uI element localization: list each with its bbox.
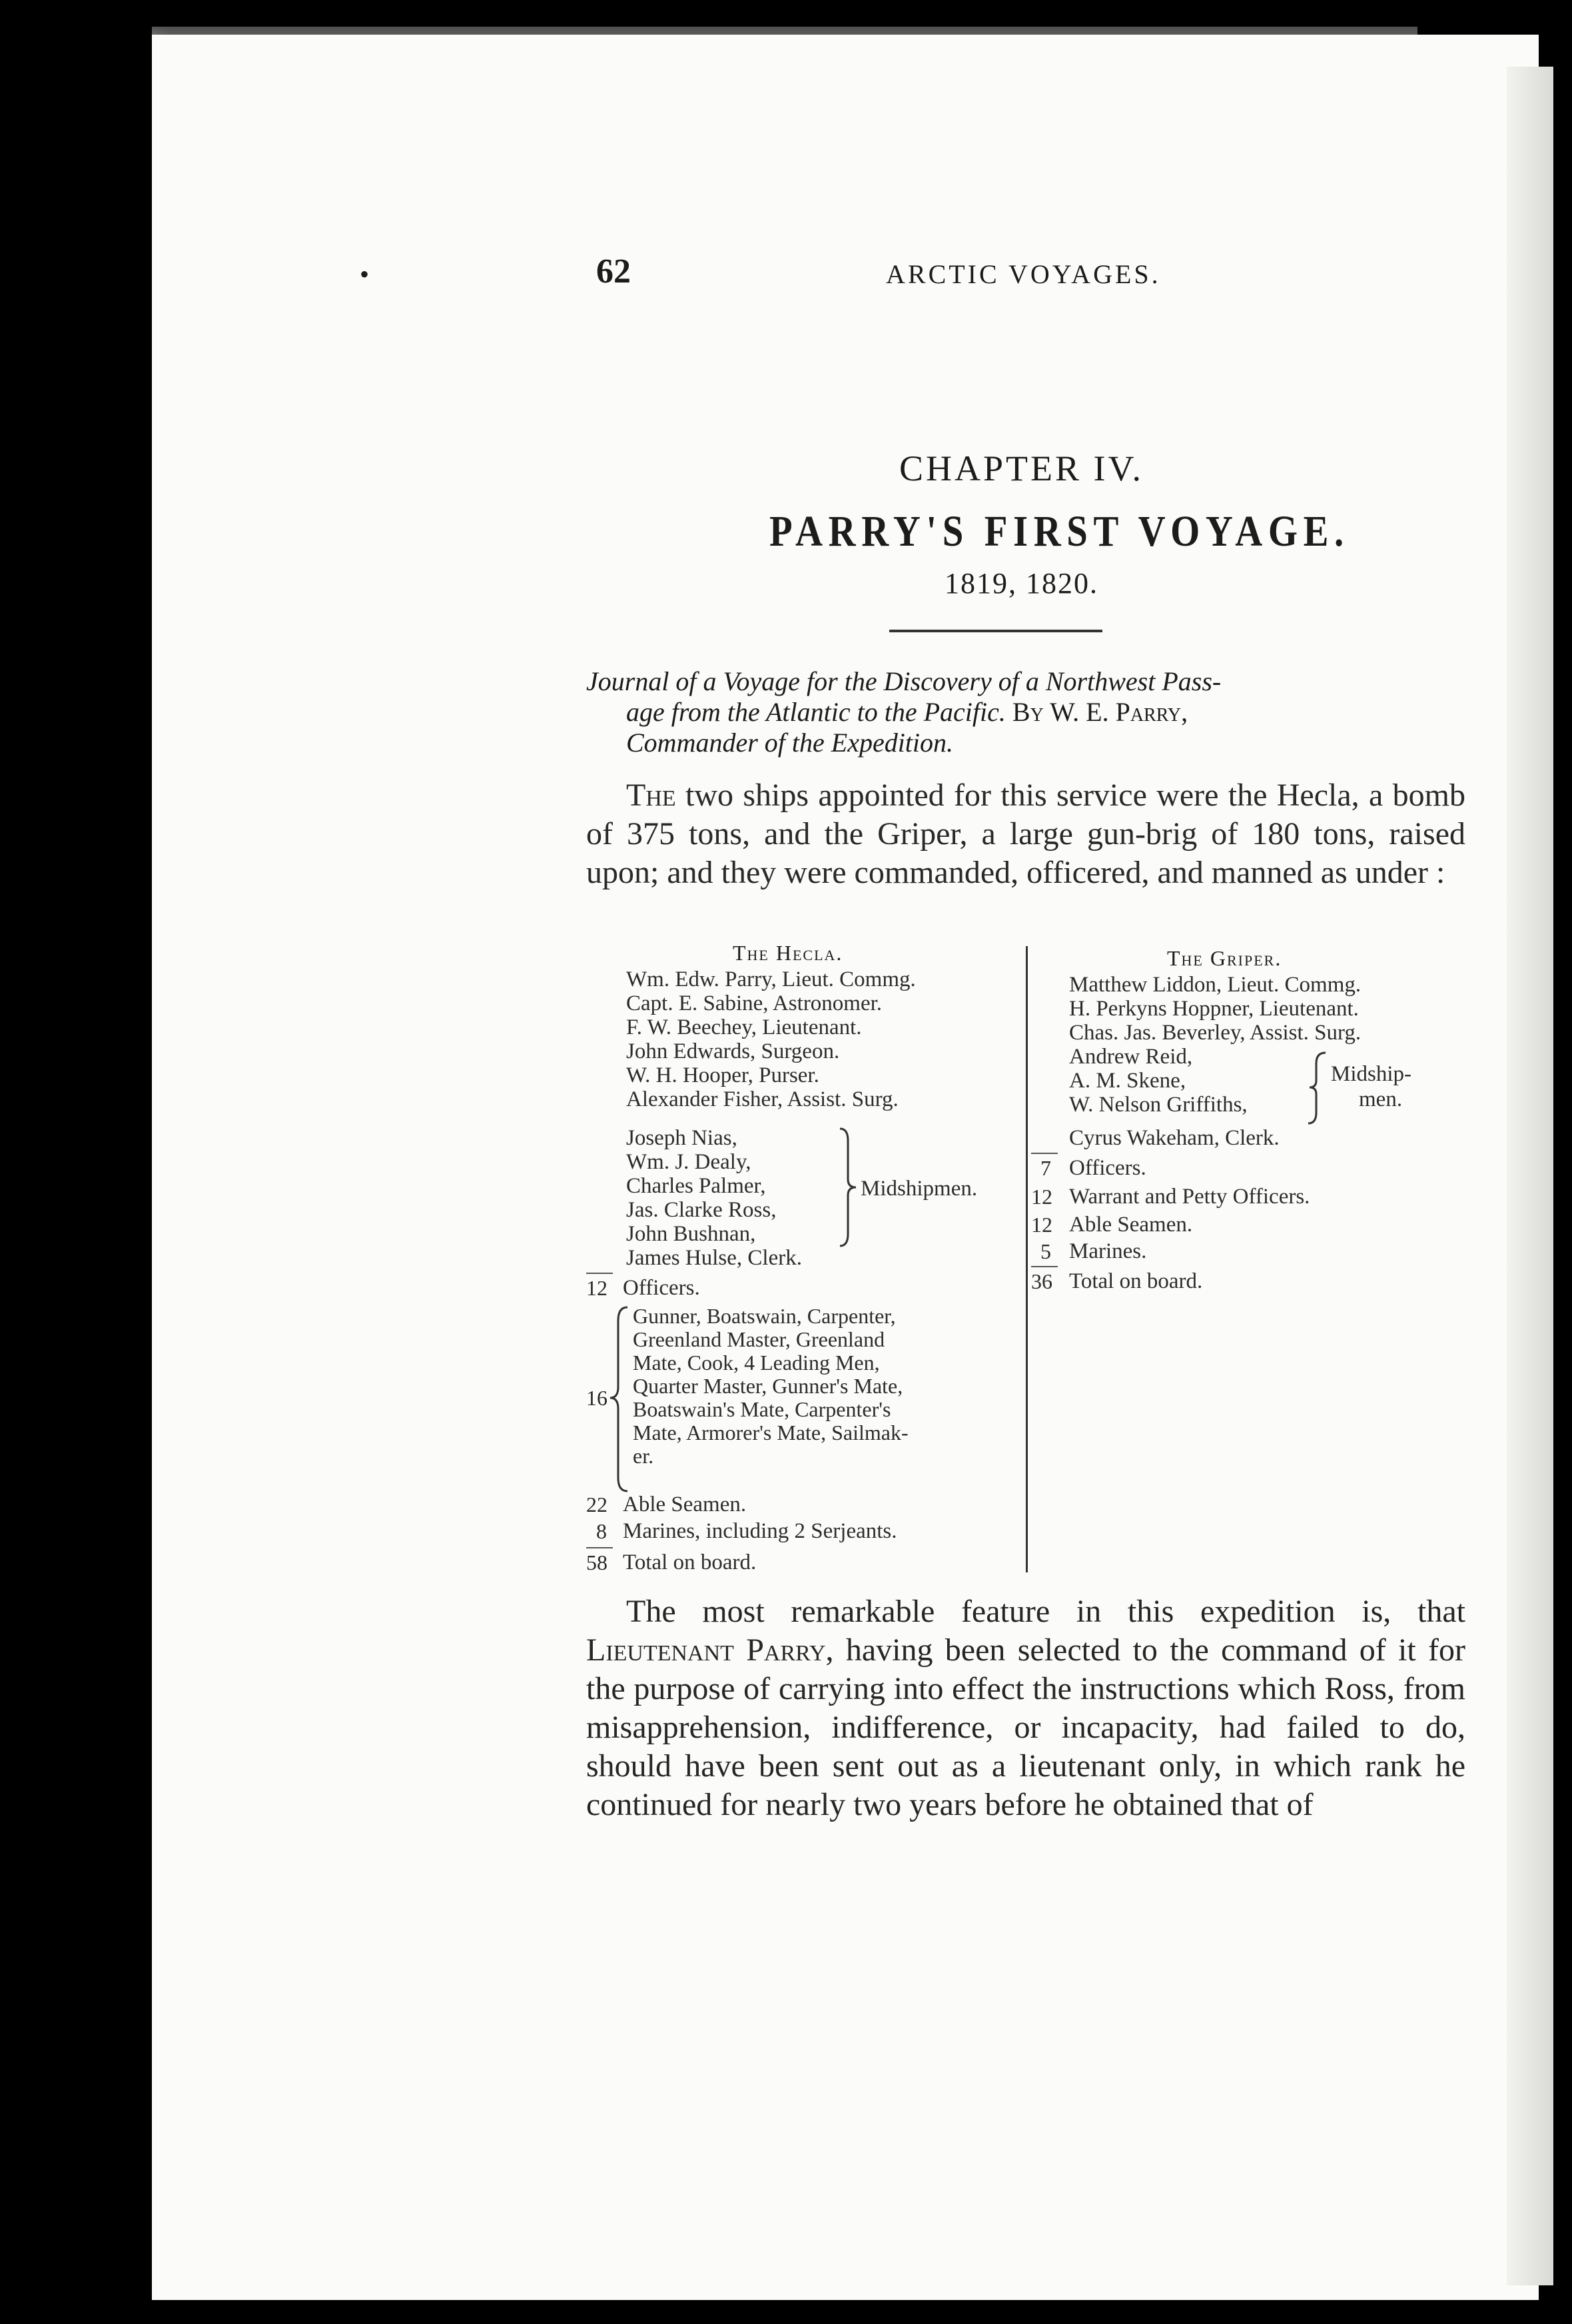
intro-lead: The — [626, 778, 676, 813]
hecla-midshipman: Wm. J. Dealy, — [626, 1150, 751, 1174]
hecla-marines-label: Marines, including 2 Serjeants. — [623, 1519, 897, 1543]
chapter-years: 1819, 1820. — [945, 567, 1098, 600]
griper-midshipman: W. Nelson Griffiths, — [1069, 1093, 1248, 1117]
hecla-heading: The Hecla. — [733, 941, 843, 965]
hecla-petty-line: er. — [633, 1444, 654, 1468]
hecla-petty-line: Quarter Master, Gunner's Mate, — [633, 1374, 903, 1398]
griper-marines-label: Marines. — [1069, 1239, 1147, 1263]
hecla-total-label: Total on board. — [623, 1550, 757, 1574]
hecla-marines-count: 8 — [596, 1519, 607, 1543]
griper-midshipmen-label-2: men. — [1359, 1087, 1403, 1111]
griper-total-rule — [1031, 1266, 1058, 1267]
body-name: Lieutenant Parry — [586, 1632, 826, 1668]
hecla-petty-line: Boatswain's Mate, Carpenter's — [633, 1397, 891, 1421]
hecla-midshipmen-label: Midshipmen. — [861, 1177, 978, 1201]
hecla-officers — [626, 967, 916, 1111]
griper-officers — [1069, 973, 1361, 1045]
hecla-midshipmen-list — [626, 1126, 777, 1246]
chapter-title: PARRY'S FIRST VOYAGE. — [769, 507, 1350, 556]
hecla-midshipman: Charles Palmer, — [626, 1174, 766, 1198]
griper-marines-count: 5 — [1040, 1239, 1051, 1263]
margin-bullet: • — [360, 259, 370, 289]
hecla-officers-count: 12 — [586, 1276, 607, 1300]
hecla-rule — [586, 1273, 613, 1274]
page-number: 62 — [596, 253, 631, 290]
journal-line-2 — [586, 697, 1465, 728]
griper-midshipman: A. M. Skene, — [1069, 1069, 1186, 1093]
body-lead: The most remarkable feature in this expedition is, that — [626, 1594, 1465, 1629]
griper-midshipman: Andrew Reid, — [1069, 1045, 1193, 1069]
journal-line-1: Journal of a Voyage for the Discovery of a Northwest Pass- — [586, 666, 1222, 696]
hecla-seamen-count: 22 — [586, 1492, 607, 1516]
journal-line-2-italic: age from the Atlantic to the Pacific. — [626, 697, 1006, 727]
column-divider — [1026, 946, 1028, 1572]
griper-heading: The Griper. — [1167, 946, 1282, 970]
intro-text: two ships appointed for this service were the Hecla, a bomb of 375 tons, and the Griper, a large gun-brig of 180 tons, raised upon; and they were commanded, officered, and manned as under : — [586, 778, 1465, 890]
hecla-midshipmen-brace — [836, 1127, 863, 1247]
griper-officers-count: 7 — [1040, 1156, 1051, 1180]
hecla-midshipman: Jas. Clarke Ross, — [626, 1198, 777, 1222]
hecla-officer: F. W. Beechey, Lieutenant. — [626, 1015, 862, 1039]
hecla-petty-brace — [607, 1306, 631, 1492]
hecla-petty-line: Greenland Master, Greenland — [633, 1327, 885, 1351]
journal-line-3: Commander of the Expedition. — [626, 728, 954, 758]
griper-seamen-label: Able Seamen. — [1069, 1213, 1193, 1237]
hecla-total-count: 58 — [586, 1550, 607, 1574]
hecla-seamen-label: Able Seamen. — [623, 1492, 747, 1516]
hecla-midshipman: John Bushnan, — [626, 1222, 756, 1246]
next-page-edge — [1507, 67, 1553, 2285]
hecla-total-rule — [586, 1547, 613, 1548]
griper-total-label: Total on board. — [1069, 1269, 1203, 1293]
griper-officer: H. Perkyns Hoppner, Lieutenant. — [1069, 997, 1359, 1021]
griper-officer: Chas. Jas. Beverley, Assist. Surg. — [1069, 1021, 1362, 1045]
hecla-petty-line: Mate, Armorer's Mate, Sailmak- — [633, 1421, 909, 1445]
hecla-officers-label: Officers. — [623, 1276, 700, 1300]
hecla-petty-line: Gunner, Boatswain, Carpenter, — [633, 1304, 896, 1328]
griper-midshipmen-label-1: Midship- — [1331, 1062, 1412, 1086]
hecla-officer: W. H. Hooper, Purser. — [626, 1063, 819, 1087]
griper-officers-label: Officers. — [1069, 1156, 1146, 1180]
body-text: , having been selected to the command of it for the purpose of carrying into effect the instructions which Ross, from misapprehension, indifference, or incapacity, had failed to do, should have been sent out as a lieutenant only, in which rank he continued for nearly two years before he obtained that of — [586, 1632, 1466, 1822]
hecla-officer: Alexander Fisher, Assist. Surg. — [626, 1087, 899, 1111]
running-head: ARCTIC VOYAGES. — [886, 259, 1161, 289]
chapter-label: CHAPTER IV. — [899, 448, 1144, 488]
hecla-officer: John Edwards, Surgeon. — [626, 1039, 840, 1063]
journal-citation — [586, 666, 1465, 758]
griper-midshipmen-list — [1069, 1045, 1248, 1117]
hecla-officer: Capt. E. Sabine, Astronomer. — [626, 991, 883, 1015]
griper-clerk: Cyrus Wakeham, Clerk. — [1069, 1126, 1280, 1150]
hecla-petty-officers — [633, 1305, 1014, 1468]
hecla-officer: Wm. Edw. Parry, Lieut. Commg. — [626, 967, 916, 991]
hecla-petty-count: 16 — [586, 1386, 607, 1410]
hecla-midshipman: Joseph Nias, — [626, 1126, 737, 1150]
hecla-clerk: James Hulse, Clerk. — [626, 1246, 802, 1270]
hecla-petty-line: Mate, Cook, 4 Leading Men, — [633, 1351, 880, 1375]
griper-warrant-count: 12 — [1031, 1185, 1052, 1209]
griper-midshipmen-brace — [1307, 1051, 1331, 1125]
body-paragraph — [586, 1592, 1465, 1824]
intro-paragraph — [586, 776, 1465, 892]
griper-total-count: 36 — [1031, 1269, 1052, 1293]
title-rule — [889, 630, 1102, 632]
griper-warrant-label: Warrant and Petty Officers. — [1069, 1185, 1310, 1209]
griper-officer: Matthew Liddon, Lieut. Commg. — [1069, 973, 1362, 997]
griper-seamen-count: 12 — [1031, 1213, 1052, 1237]
journal-author: By W. E. Parry, — [1005, 697, 1188, 727]
griper-rule — [1031, 1153, 1058, 1154]
